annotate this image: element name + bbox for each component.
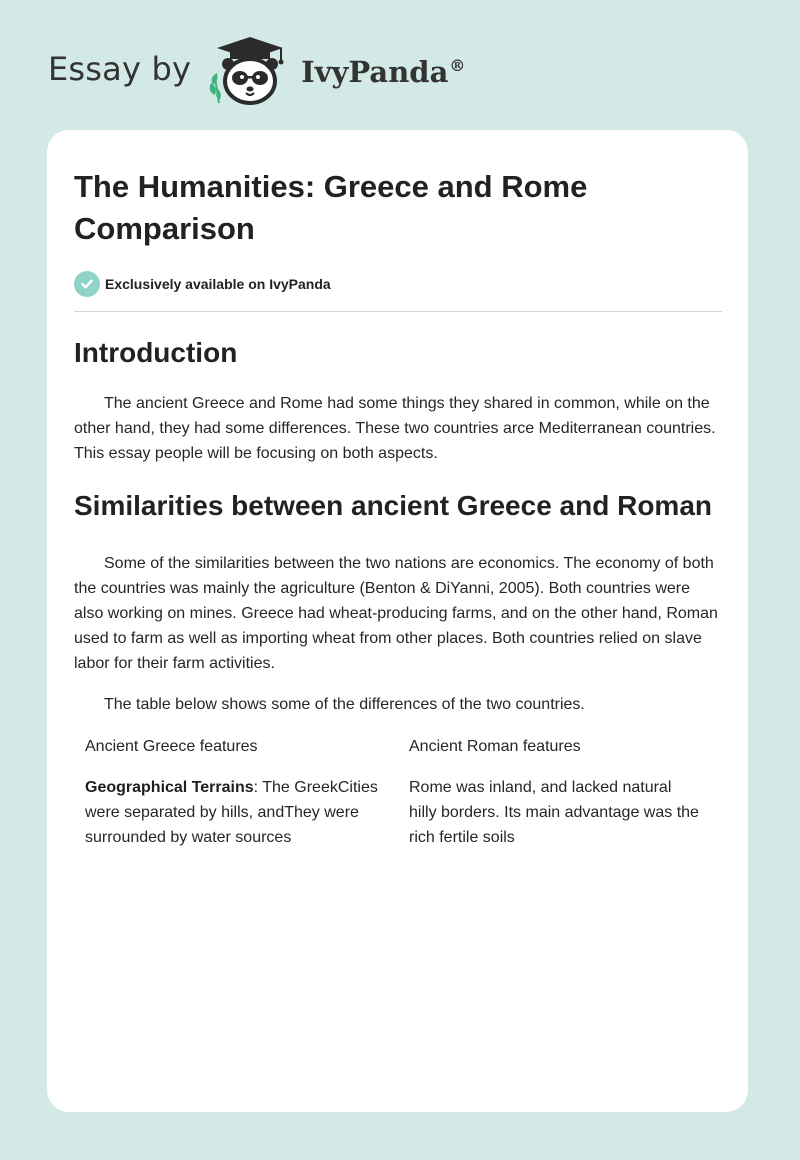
registered-mark: ® [449, 56, 466, 76]
table-cell-rome: Rome was inland, and lacked natural hilly borders. Its main advantage was the rich fertile soils [409, 779, 699, 846]
essay-title: The Humanities: Greece and Rome Comparison [74, 169, 588, 246]
site-header [48, 36, 465, 106]
paragraph: The ancient Greece and Rome had some things they shared in common, while on the other hand, they had some differences. These two countries arce Mediterranean countries. This essay people will be focusing on both aspects. [74, 395, 716, 462]
exclusive-badge [74, 270, 722, 298]
brand-name[interactable]: IvyPanda® [301, 55, 466, 89]
divider [74, 311, 722, 312]
section-heading: Introduction [74, 337, 238, 368]
essay-card [47, 130, 748, 1112]
check-icon [74, 271, 100, 297]
section-similarities [74, 485, 722, 717]
section-introduction [74, 332, 722, 466]
cell-label: Geographical Terrains [85, 779, 254, 796]
table-cell-greece [85, 775, 409, 850]
section-heading: Similarities between ancient Greece and Roman [74, 490, 712, 521]
panda-logo-icon [205, 35, 295, 107]
badge-text: Exclusively available on IvyPanda [105, 276, 331, 292]
brand-prefix: Essay by [48, 50, 192, 88]
paragraph: The table below shows some of the differences of the two countries. [104, 696, 585, 713]
cell-text: : The GreekCities were separated by hills, andThey were surrounded by water sources [85, 779, 378, 846]
comparison-table [74, 734, 722, 850]
paragraph: Some of the similarities between the two nations are economics. The economy of both the countries was mainly the agriculture (Benton & DiYanni, 2005). Both countries were also working on mines. Greece had wheat-producing farms, and on the other hand, Roman used to farm as well as importing wheat from other places. Both countries relied on slave labor for their farm activities. [74, 555, 718, 672]
table-header-greece: Ancient Greece features [85, 738, 258, 755]
table-header-rome: Ancient Roman features [409, 738, 581, 755]
